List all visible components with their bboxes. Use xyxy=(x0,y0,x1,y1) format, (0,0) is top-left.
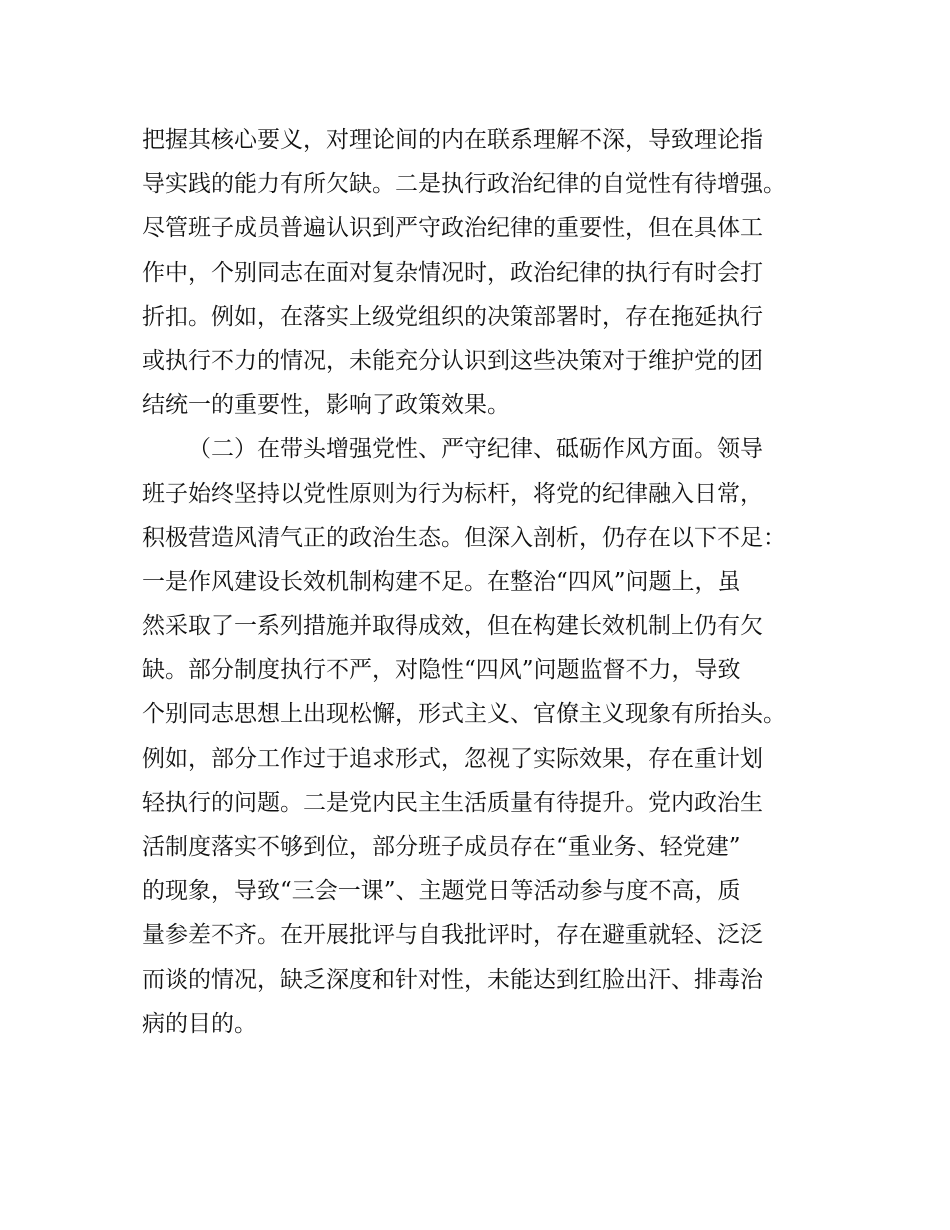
text-line: 例如，部分工作过于追求形式，忽视了实际效果，存在重计划 xyxy=(142,745,763,772)
text-line: 然采取了一系列措施并取得成效，但在构建长效机制上仍有欠 xyxy=(142,613,763,640)
text-line: 一是作风建设长效机制构建不足。在整治“四风”问题上，虽 xyxy=(142,568,741,595)
text-line: 或执行不力的情况，未能充分认识到这些决策对于维护党的团 xyxy=(142,347,763,374)
text-line: 而谈的情况，缺乏深度和针对性，未能达到红脸出汗、排毒治 xyxy=(142,966,763,993)
paragraph-section-two xyxy=(142,427,842,1090)
document-body xyxy=(142,118,842,1090)
text-line: 的现象，导致“三会一课”、主题党日等活动参与度不高，质 xyxy=(142,878,741,905)
text-line: 活制度落实不够到位，部分班子成员存在“重业务、轻党建” xyxy=(142,834,741,860)
text-line: 班子始终坚持以党性原则为行为标杆，将党的纪律融入日常， xyxy=(142,480,763,507)
text-line: 积极营造风清气正的政治生态。但深入剖析，仍存在以下不足： xyxy=(142,524,786,551)
text-line: 作中，个别同志在面对复杂情况时，政治纪律的执行有时会打 xyxy=(142,259,763,286)
text-line: 轻执行的问题。二是党内民主生活质量有待提升。党内政治生 xyxy=(142,789,763,816)
text-line: 量参差不齐。在开展批评与自我批评时，存在避重就轻、泛泛 xyxy=(142,922,763,949)
text-line: 病的目的。 xyxy=(142,1010,257,1037)
text-line: 结统一的重要性，影响了政策效果。 xyxy=(142,392,510,419)
text-line: 导实践的能力有所欠缺。二是执行政治纪律的自觉性有待增强。 xyxy=(142,171,786,198)
text-line: 尽管班子成员普遍认识到严守政治纪律的重要性，但在具体工 xyxy=(142,215,763,242)
text-line xyxy=(142,1046,842,1090)
text-line: 把握其核心要义，对理论间的内在联系理解不深，导致理论指 xyxy=(142,127,763,153)
text-line: 折扣。例如，在落实上级党组织的决策部署时，存在拖延执行 xyxy=(142,303,763,330)
text-line: 缺。部分制度执行不严，对隐性“四风”问题监督不力，导致 xyxy=(142,657,741,684)
text-line: 个别同志思想上出现松懈，形式主义、官僚主义现象有所抬头。 xyxy=(142,701,786,728)
paragraph-continuation xyxy=(142,118,842,427)
section-heading-line: （二）在带头增强党性、严守纪律、砥砺作风方面。领导 xyxy=(188,436,763,463)
